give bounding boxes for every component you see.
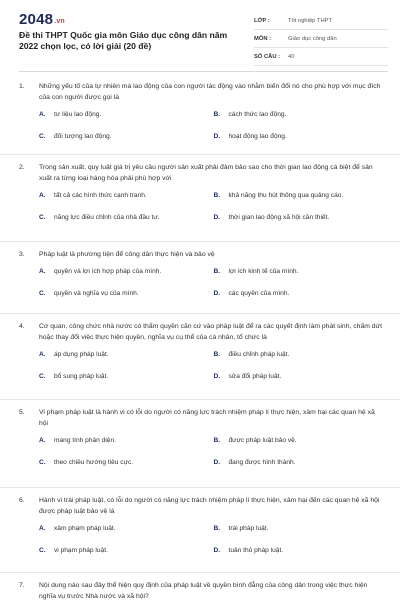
option-c[interactable]: C. bổ sung pháp luật. bbox=[39, 372, 109, 380]
exam-meta-table bbox=[254, 12, 388, 66]
meta-label: LỚP : bbox=[254, 17, 270, 24]
logo-name: 2048 bbox=[19, 11, 54, 28]
question-text: Nội dung nào sau đây thể hiện quy định của pháp luật về quyền bình đẳng của công dân trong việc thực hiện nghĩa vụ trước Nhà nước và xã hội? bbox=[39, 582, 368, 600]
option-d[interactable]: D. tuân thủ pháp luật. bbox=[213, 546, 284, 554]
option-b[interactable]: B. cách thức lao động. bbox=[213, 110, 287, 118]
page-title: Đề thi THPT Quốc gia môn Giáo dục công dân năm 2022 chọn lọc, có lời giải (20 đề) bbox=[19, 30, 228, 51]
question-number: 2. bbox=[19, 164, 25, 171]
question-3 bbox=[0, 242, 400, 314]
meta-value: Giáo dục công dân bbox=[288, 35, 337, 42]
option-d[interactable]: D. đang được hình thành. bbox=[213, 458, 296, 466]
question-number: 1. bbox=[19, 83, 25, 90]
question-number: 4. bbox=[19, 323, 25, 330]
option-a[interactable]: A. tư liệu lao động. bbox=[39, 110, 102, 118]
option-c[interactable]: C. năng lực điều chỉnh của nhà đầu tư. bbox=[39, 213, 160, 221]
option-d[interactable]: D. hoạt động lao động. bbox=[213, 132, 287, 140]
question-number: 3. bbox=[19, 251, 25, 258]
question-6 bbox=[0, 488, 400, 573]
document-header bbox=[0, 0, 400, 66]
option-c[interactable]: C. quyền và nghĩa vụ của mình. bbox=[39, 289, 139, 297]
option-a[interactable]: A. áp dụng pháp luật. bbox=[39, 350, 109, 358]
question-number: 7. bbox=[19, 582, 25, 589]
option-a[interactable]: A. xâm phạm pháp luật. bbox=[39, 524, 116, 532]
option-c[interactable]: C. vi phạm pháp luật. bbox=[39, 546, 108, 554]
option-d[interactable]: D. sửa đổi pháp luật. bbox=[213, 372, 282, 380]
question-number: 6. bbox=[19, 497, 25, 504]
meta-label: MÔN : bbox=[254, 35, 272, 42]
option-b[interactable]: B. điều chỉnh pháp luật. bbox=[213, 350, 290, 358]
option-b[interactable]: B. trái pháp luật. bbox=[213, 524, 269, 532]
site-logo[interactable] bbox=[19, 11, 65, 28]
question-list bbox=[0, 74, 400, 613]
meta-label: SỐ CÂU : bbox=[254, 53, 281, 60]
question-text: Vi phạm pháp luật là hành vi có lỗi do người có năng lực trách nhiệm pháp lí thực hiện, xâm hại các quan hệ xã hội bbox=[39, 409, 375, 427]
question-2 bbox=[0, 155, 400, 242]
question-text: Trong sản xuất, quy luật giá trị yêu cầu người sản xuất phải đảm bảo sao cho thời gian lao động cá biệt để sản xuất ra từng loại hàng hóa phải phù hợp với bbox=[39, 164, 373, 182]
question-1 bbox=[0, 74, 400, 155]
question-number: 5. bbox=[19, 409, 25, 416]
question-text: Hành vi trái pháp luật, có lỗi do người có năng lực trách nhiệm pháp lí thực hiện, xâm hại đến các quan hệ xã hội được pháp luật bảo vệ là bbox=[39, 497, 380, 515]
meta-value: Tốt nghiệp THPT bbox=[288, 17, 333, 24]
question-7 bbox=[0, 573, 400, 613]
option-c[interactable]: C. theo chiều hướng tiêu cực. bbox=[39, 458, 134, 466]
option-d[interactable]: D. thời gian lao động xã hội cần thiết. bbox=[213, 213, 330, 221]
meta-row-subject bbox=[254, 30, 388, 48]
meta-row-grade bbox=[254, 12, 388, 30]
option-a[interactable]: A. quyền và lợi ích hợp pháp của mình. bbox=[39, 267, 162, 275]
question-5 bbox=[0, 400, 400, 488]
meta-value: 40 bbox=[288, 53, 295, 60]
question-text: Pháp luật là phương tiện để công dân thực hiện và bảo vệ bbox=[39, 251, 215, 258]
question-4 bbox=[0, 314, 400, 400]
option-d[interactable]: D. các quyền của mình. bbox=[213, 289, 290, 297]
option-a[interactable]: A. mang tính phản diện. bbox=[39, 436, 116, 444]
question-text: Cơ quan, công chức nhà nước có thẩm quyền căn cứ vào pháp luật để ra các quyết định làm phát sinh, chấm dứt hoặc thay đổi việc thực hiện quyền, nghĩa vụ cụ thể của cá nhân, tổ chức là bbox=[39, 323, 382, 341]
question-text: Những yếu tố của tự nhiên mà lao động của con người tác động vào nhằm biến đổi nó cho phù hợp với mục đích của con người được gọi là bbox=[39, 83, 381, 101]
option-a[interactable]: A. tất cả các hình thức cạnh tranh. bbox=[39, 191, 147, 199]
option-b[interactable]: B. được pháp luật bảo vệ. bbox=[213, 436, 297, 444]
option-b[interactable]: B. khả năng thu hút thông qua quảng cáo. bbox=[213, 191, 344, 199]
meta-row-question-count bbox=[254, 48, 388, 66]
logo-suffix: .vn bbox=[54, 18, 65, 25]
option-b[interactable]: B. lợi ích kinh tế của mình. bbox=[213, 267, 299, 275]
option-c[interactable]: C. đối tượng lao động. bbox=[39, 132, 112, 140]
header-divider bbox=[19, 71, 388, 72]
